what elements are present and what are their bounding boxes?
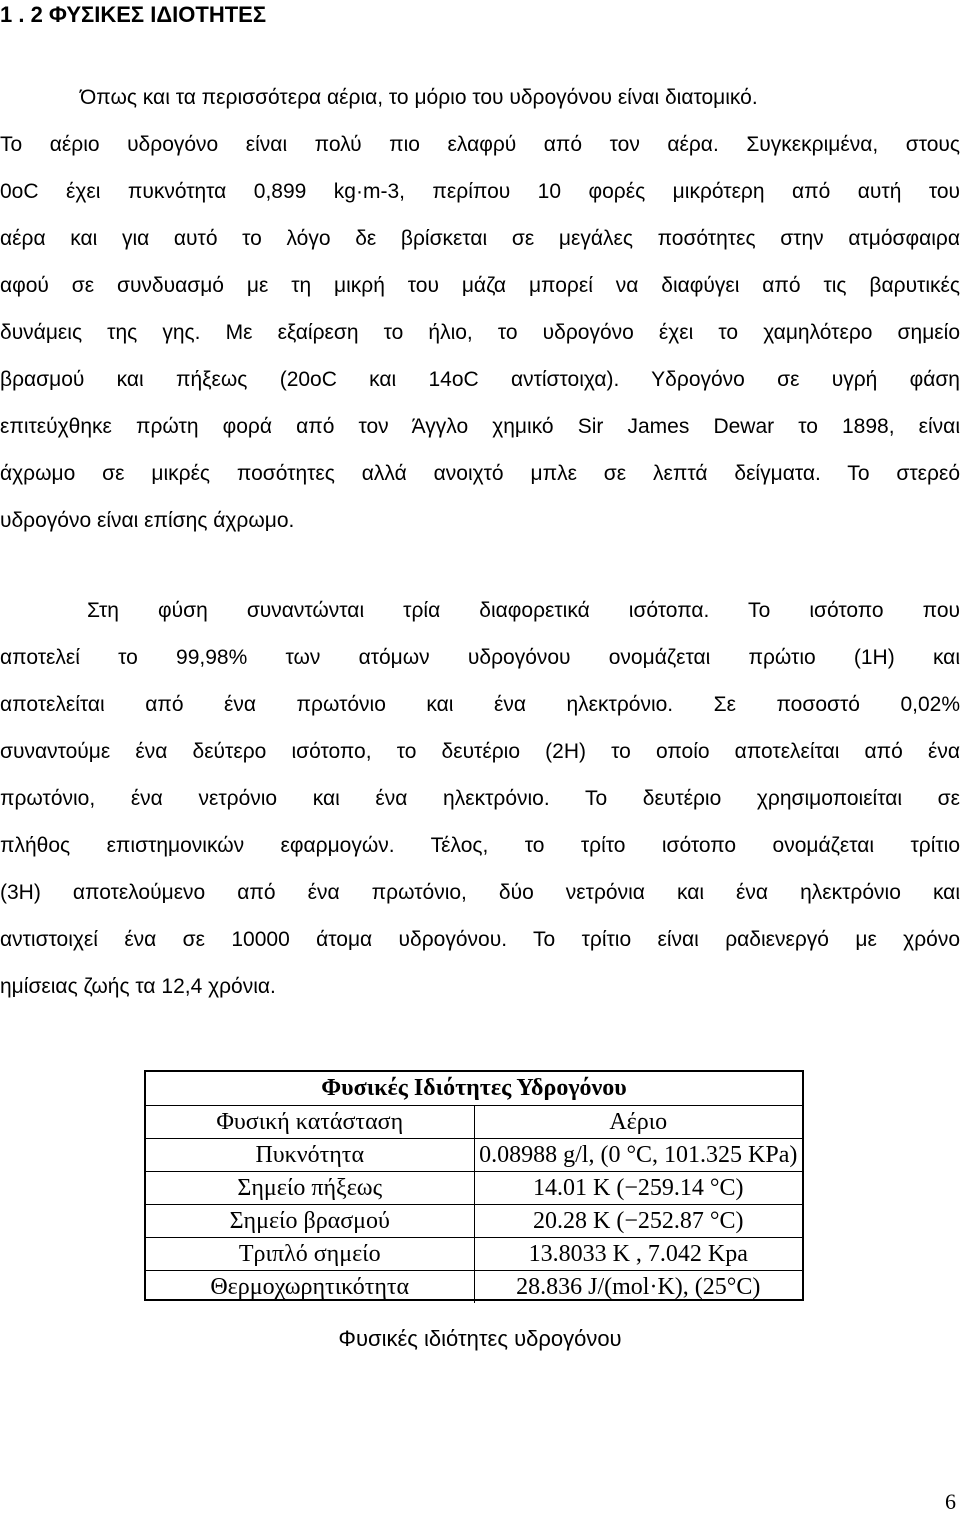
table-row: [146, 1139, 802, 1172]
table-cell-property: Φυσική κατάσταση: [146, 1106, 474, 1139]
section-heading: 1 . 2 ΦΥΣΙΚΕΣ ΙΔΙΟΤΗΤΕΣ: [0, 2, 267, 27]
table-cell-property: Σημείο βρασμού: [146, 1205, 474, 1238]
table-row: [146, 1238, 802, 1271]
table-row: [146, 1271, 802, 1304]
table-cell-value: 0.08988 g/l, (0 °C, 101.325 KPa): [474, 1139, 802, 1172]
paragraph1-line-2: Το αέριο υδρογόνο είναι πολύ πιο ελαφρύ από τον αέρα. Συγκεκριμένα, στους: [0, 133, 960, 156]
paragraph1-line-7: βρασμού και πήξεως (20oC και 14oC αντίστοιχα). Υδρογόνο σε υγρή φάση: [0, 368, 960, 391]
paragraph1-line-1-text: Όπως και τα περισσότερα αέρια, το μόριο του υδρογόνου είναι διατομικό.: [80, 86, 758, 109]
page-number: 6: [945, 1489, 956, 1514]
table-cell-property: Πυκνότητα: [146, 1139, 474, 1172]
paragraph1-line-3: 0oC έχει πυκνότητα 0,899 kg·m-3, περίπου 10 φορές μικρότερη από αυτή του: [0, 180, 960, 203]
paragraph2-line-7: (3H) αποτελούμενο από ένα πρωτόνιο, δύο νετρόνια και ένα ηλεκτρόνιο και: [0, 881, 960, 904]
paragraph1-line-8: επιτεύχθηκε πρώτη φορά από τον Άγγλο χημικό Sir James Dewar το 1898, είναι: [0, 415, 960, 438]
table-row: [146, 1172, 802, 1205]
properties-table-grid: [146, 1072, 802, 1303]
paragraph2-line-9: ημίσειας ζωής τα 12,4 χρόνια.: [0, 975, 276, 998]
table-cell-value: 13.8033 K , 7.042 Kpa: [474, 1238, 802, 1271]
paragraph2-line-6: πλήθος επιστημονικών εφαρμογών. Τέλος, το τρίτο ισότοπο ονομάζεται τρίτιο: [0, 834, 960, 857]
table-row: [146, 1205, 802, 1238]
table-cell-value: Αέριο: [474, 1106, 802, 1139]
table-cell-property: Τριπλό σημείο: [146, 1238, 474, 1271]
table-title: Φυσικές Ιδιότητες Υδρογόνου: [146, 1072, 802, 1106]
paragraph2-line-2: αποτελεί το 99,98% των ατόμων υδρογόνου ονομάζεται πρώτιο (1H) και: [0, 646, 960, 669]
paragraph1-line-6: δυνάμεις της γης. Με εξαίρεση το ήλιο, το υδρογόνο έχει το χαμηλότερο σημείο: [0, 321, 960, 344]
table-cell-property: Σημείο πήξεως: [146, 1172, 474, 1205]
table-cell-value: 20.28 K (−252.87 °C): [474, 1205, 802, 1238]
paragraph1-line-9: άχρωμο σε μικρές ποσότητες αλλά ανοιχτό μπλε σε λεπτά δείγματα. Το στερεό: [0, 462, 960, 485]
table-row: [146, 1106, 802, 1139]
table-header-row: [146, 1072, 802, 1106]
table-cell-value: 28.836 J/(mol·K), (25°C): [474, 1271, 802, 1304]
paragraph2-line-1: Στη φύση συναντώνται τρία διαφορετικά ισότοπα. Το ισότοπο που: [87, 599, 960, 622]
properties-table: [144, 1070, 804, 1301]
paragraph1-line-4: αέρα και για αυτό το λόγο δε βρίσκεται σε μεγάλες ποσότητες στην ατμόσφαιρα: [0, 227, 960, 250]
paragraph1-line-10: υδρογόνο είναι επίσης άχρωμο.: [0, 509, 295, 532]
table-cell-property: Θερμοχωρητικότητα: [146, 1271, 474, 1304]
paragraph1-line-1: [0, 84, 960, 112]
paragraph2-line-5: πρωτόνιο, ένα νετρόνιο και ένα ηλεκτρόνιο. Το δευτέριο χρησιμοποιείται σε: [0, 787, 960, 810]
paragraph2-line-4: συναντούμε ένα δεύτερο ισότοπο, το δευτέριο (2H) το οποίο αποτελείται από ένα: [0, 740, 960, 763]
paragraph1-line-5: αφού σε συνδυασμό με τη μικρή του μάζα μπορεί να διαφύγει από τις βαρυτικές: [0, 274, 960, 297]
paragraph2-line-8: αντιστοιχεί ένα σε 10000 άτομα υδρογόνου. Το τρίτιο είναι ραδιενεργό με χρόνο: [0, 928, 960, 951]
table-caption: Φυσικές ιδιότητες υδρογόνου: [338, 1326, 622, 1351]
paragraph2-line-3: αποτελείται από ένα πρωτόνιο και ένα ηλεκτρόνιο. Σε ποσοστό 0,02%: [0, 693, 960, 716]
table-cell-value: 14.01 K (−259.14 °C): [474, 1172, 802, 1205]
